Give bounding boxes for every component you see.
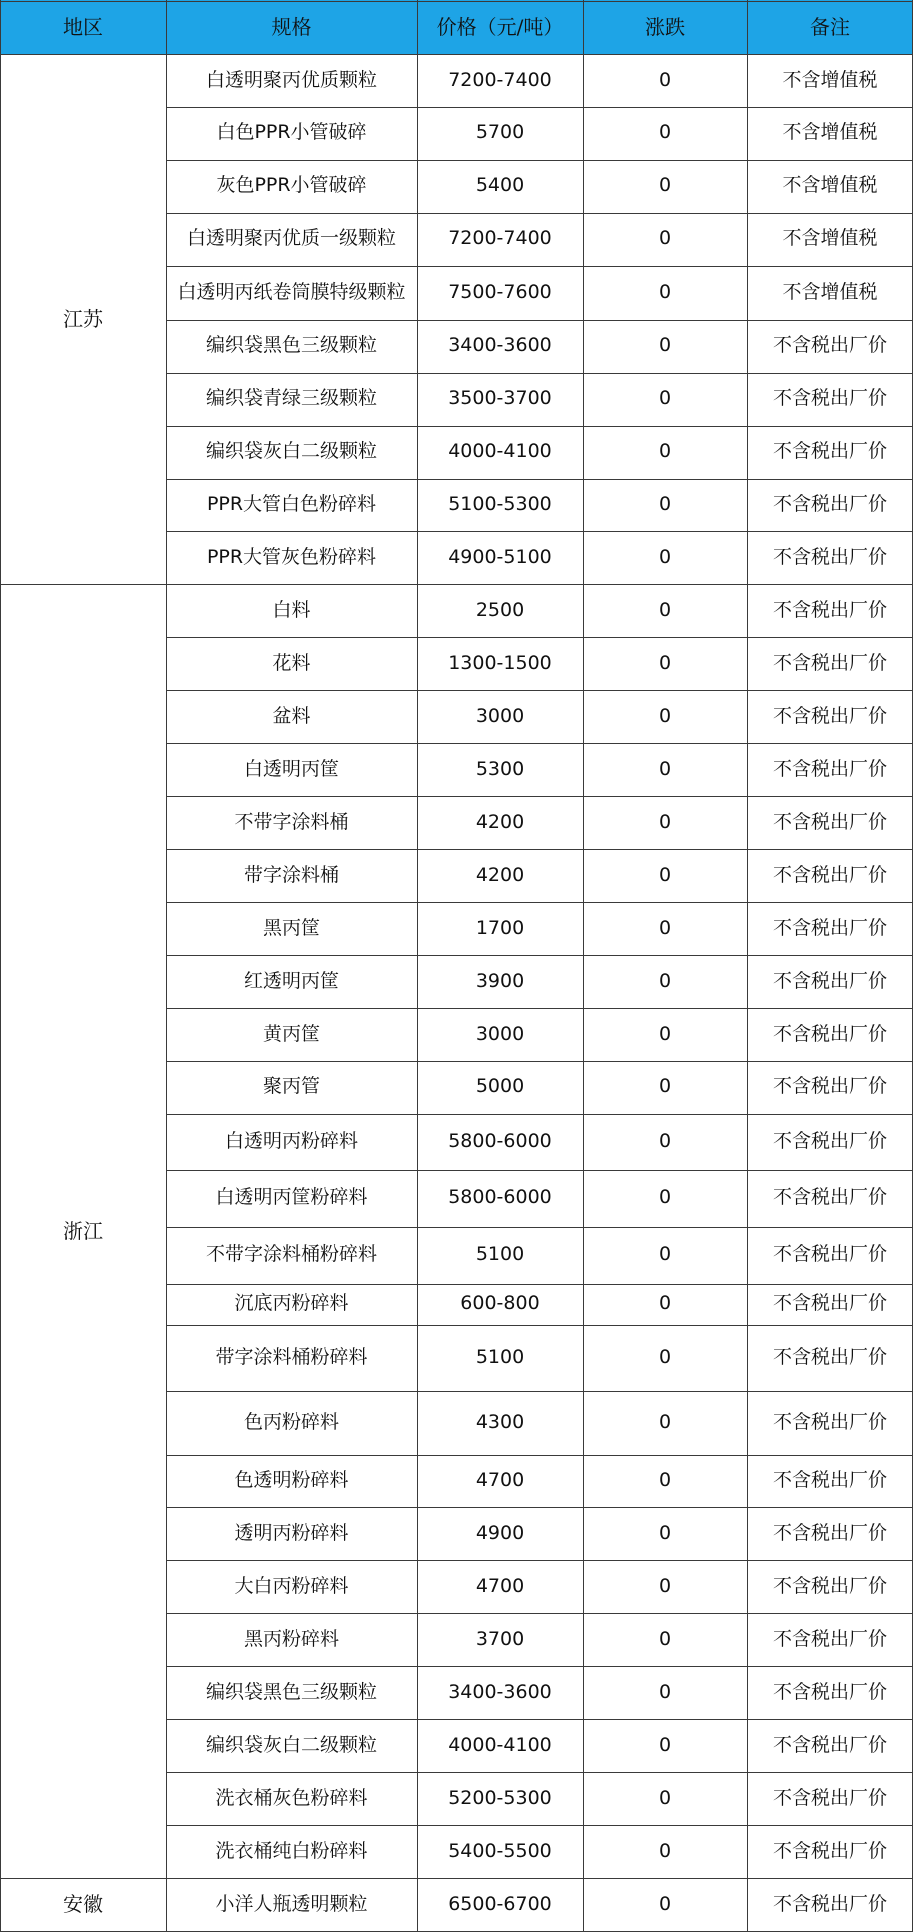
grid-line bbox=[0, 0, 1, 1931]
grid-line bbox=[166, 426, 913, 427]
grid-line bbox=[166, 955, 913, 956]
note-cell: 不含增值税 bbox=[782, 280, 878, 303]
spec-cell: 黑丙粉碎料 bbox=[243, 1627, 339, 1650]
grid-line bbox=[166, 373, 913, 374]
note-cell: 不含税出厂价 bbox=[772, 704, 887, 727]
price-cell: 4200 bbox=[475, 863, 525, 886]
change-cell: 0 bbox=[658, 1521, 672, 1544]
note-cell: 不含税出厂价 bbox=[772, 1733, 887, 1756]
note-cell: 不含税出厂价 bbox=[772, 916, 887, 939]
change-cell: 0 bbox=[658, 440, 672, 463]
grid-line bbox=[166, 1507, 913, 1508]
change-cell: 0 bbox=[658, 810, 672, 833]
change-cell: 0 bbox=[658, 1075, 672, 1098]
grid-line bbox=[166, 1772, 913, 1773]
spec-cell: 白透明丙筐粉碎料 bbox=[215, 1186, 368, 1209]
price-cell: 2500 bbox=[475, 598, 525, 621]
price-cell: 3400-3600 bbox=[448, 334, 552, 357]
spec-cell: 聚丙管 bbox=[262, 1075, 320, 1098]
spec-cell: 红透明丙筐 bbox=[243, 969, 339, 992]
change-cell: 0 bbox=[658, 1574, 672, 1597]
note-cell: 不含税出厂价 bbox=[772, 757, 887, 780]
note-cell: 不含税出厂价 bbox=[772, 1186, 887, 1209]
price-cell: 4000-4100 bbox=[448, 1733, 552, 1756]
grid-line bbox=[166, 849, 913, 850]
grid-line bbox=[0, 1878, 913, 1879]
spec-cell: 小洋人瓶透明颗粒 bbox=[215, 1892, 368, 1915]
note-cell: 不含税出厂价 bbox=[772, 1243, 887, 1266]
spec-cell: 黄丙筐 bbox=[262, 1022, 320, 1045]
price-cell: 4900-5100 bbox=[448, 546, 552, 569]
price-cell: 4700 bbox=[475, 1574, 525, 1597]
change-cell: 0 bbox=[658, 1627, 672, 1650]
change-cell: 0 bbox=[658, 1680, 672, 1703]
change-cell: 0 bbox=[658, 651, 672, 674]
note-cell: 不含税出厂价 bbox=[772, 863, 887, 886]
grid-line bbox=[166, 1613, 913, 1614]
price-cell: 4900 bbox=[475, 1521, 525, 1544]
note-cell: 不含税出厂价 bbox=[772, 493, 887, 516]
change-cell: 0 bbox=[658, 916, 672, 939]
grid-line bbox=[166, 743, 913, 744]
change-cell: 0 bbox=[658, 1733, 672, 1756]
price-cell: 5400 bbox=[475, 174, 525, 197]
grid-line bbox=[166, 1284, 913, 1285]
price-cell: 5200-5300 bbox=[448, 1786, 552, 1809]
price-cell: 600-800 bbox=[460, 1292, 540, 1315]
change-cell: 0 bbox=[658, 1129, 672, 1152]
spec-cell: 编织袋黑色三级颗粒 bbox=[205, 1680, 377, 1703]
spec-cell: 洗衣桶纯白粉碎料 bbox=[215, 1839, 368, 1862]
note-cell: 不含增值税 bbox=[782, 227, 878, 250]
price-cell: 3900 bbox=[475, 969, 525, 992]
price-cell: 4000-4100 bbox=[448, 440, 552, 463]
change-cell: 0 bbox=[658, 546, 672, 569]
spec-cell: 灰色PPR小管破碎 bbox=[216, 174, 367, 197]
price-cell: 5300 bbox=[475, 757, 525, 780]
change-cell: 0 bbox=[658, 1410, 672, 1433]
price-cell: 3400-3600 bbox=[448, 1680, 552, 1703]
grid-line bbox=[166, 796, 913, 797]
note-cell: 不含税出厂价 bbox=[772, 1786, 887, 1809]
change-cell: 0 bbox=[658, 334, 672, 357]
spec-cell: 不带字涂料桶粉碎料 bbox=[205, 1243, 377, 1266]
grid-line bbox=[0, 584, 913, 585]
note-cell: 不含税出厂价 bbox=[772, 1469, 887, 1492]
grid-line bbox=[166, 531, 913, 532]
grid-line bbox=[166, 1008, 913, 1009]
change-cell: 0 bbox=[658, 174, 672, 197]
spec-cell: 盆料 bbox=[272, 704, 311, 727]
spec-cell: 花料 bbox=[272, 651, 311, 674]
note-cell: 不含税出厂价 bbox=[772, 1345, 887, 1368]
note-cell: 不含增值税 bbox=[782, 121, 878, 144]
spec-cell: 白透明丙粉碎料 bbox=[224, 1129, 358, 1152]
header-note: 备注 bbox=[747, 0, 913, 54]
price-cell: 5400-5500 bbox=[448, 1839, 552, 1862]
price-cell: 5100 bbox=[475, 1243, 525, 1266]
grid-line bbox=[166, 1666, 913, 1667]
spec-cell: PPR大管灰色粉碎料 bbox=[206, 546, 377, 569]
grid-line bbox=[166, 213, 913, 214]
change-cell: 0 bbox=[658, 280, 672, 303]
grid-line bbox=[417, 0, 418, 1931]
note-cell: 不含税出厂价 bbox=[772, 1680, 887, 1703]
header-region: 地区 bbox=[0, 0, 166, 54]
change-cell: 0 bbox=[658, 1786, 672, 1809]
spec-cell: 白透明丙筐 bbox=[243, 757, 339, 780]
note-cell: 不含税出厂价 bbox=[772, 1892, 887, 1915]
grid-line bbox=[166, 0, 167, 1931]
grid-line bbox=[166, 1061, 913, 1062]
grid-line bbox=[166, 266, 913, 267]
price-cell: 3700 bbox=[475, 1627, 525, 1650]
price-cell: 5800-6000 bbox=[448, 1186, 552, 1209]
spec-cell: 大白丙粉碎料 bbox=[234, 1574, 349, 1597]
price-cell: 4700 bbox=[475, 1469, 525, 1492]
spec-cell: 带字涂料桶粉碎料 bbox=[215, 1345, 368, 1368]
price-cell: 3000 bbox=[475, 1022, 525, 1045]
change-cell: 0 bbox=[658, 1345, 672, 1368]
spec-cell: 白透明聚丙优质一级颗粒 bbox=[186, 227, 396, 250]
change-cell: 0 bbox=[658, 387, 672, 410]
change-cell: 0 bbox=[658, 1892, 672, 1915]
spec-cell: 白透明聚丙优质颗粒 bbox=[205, 68, 377, 91]
price-cell: 7500-7600 bbox=[448, 280, 552, 303]
change-cell: 0 bbox=[658, 1022, 672, 1045]
grid-line bbox=[166, 160, 913, 161]
grid-line bbox=[747, 0, 748, 1931]
grid-line bbox=[166, 479, 913, 480]
spec-cell: 沉底丙粉碎料 bbox=[234, 1292, 349, 1315]
spec-cell: PPR大管白色粉碎料 bbox=[206, 493, 377, 516]
grid-line bbox=[166, 1325, 913, 1326]
price-cell: 1300-1500 bbox=[448, 651, 552, 674]
grid-line bbox=[166, 1227, 913, 1228]
spec-cell: 洗衣桶灰色粉碎料 bbox=[215, 1786, 368, 1809]
spec-cell: 编织袋灰白二级颗粒 bbox=[205, 440, 377, 463]
change-cell: 0 bbox=[658, 1292, 672, 1315]
spec-cell: 带字涂料桶 bbox=[243, 863, 339, 886]
spec-cell: 编织袋青绿三级颗粒 bbox=[205, 387, 377, 410]
note-cell: 不含税出厂价 bbox=[772, 1521, 887, 1544]
grid-line bbox=[166, 107, 913, 108]
spec-cell: 白料 bbox=[272, 598, 311, 621]
spec-cell: 色透明粉碎料 bbox=[234, 1469, 349, 1492]
price-cell: 1700 bbox=[475, 916, 525, 939]
price-cell: 4300 bbox=[475, 1410, 525, 1433]
change-cell: 0 bbox=[658, 227, 672, 250]
grid-line bbox=[166, 1719, 913, 1720]
price-cell: 3500-3700 bbox=[448, 387, 552, 410]
grid-line bbox=[166, 1825, 913, 1826]
spec-cell: 色丙粉碎料 bbox=[243, 1410, 339, 1433]
note-cell: 不含税出厂价 bbox=[772, 1627, 887, 1650]
price-cell: 7200-7400 bbox=[448, 68, 552, 91]
spec-cell: 透明丙粉碎料 bbox=[234, 1521, 349, 1544]
grid-line bbox=[166, 902, 913, 903]
note-cell: 不含增值税 bbox=[782, 68, 878, 91]
spec-cell: 编织袋灰白二级颗粒 bbox=[205, 1733, 377, 1756]
note-cell: 不含税出厂价 bbox=[772, 1292, 887, 1315]
price-cell: 5000 bbox=[475, 1075, 525, 1098]
change-cell: 0 bbox=[658, 493, 672, 516]
change-cell: 0 bbox=[658, 1469, 672, 1492]
header-change: 涨跌 bbox=[583, 0, 747, 54]
region-cell: 江苏 bbox=[63, 306, 103, 331]
grid-line bbox=[166, 1391, 913, 1392]
price-cell: 5100 bbox=[475, 1345, 525, 1368]
header-spec: 规格 bbox=[166, 0, 417, 54]
change-cell: 0 bbox=[658, 969, 672, 992]
grid-line bbox=[166, 1114, 913, 1115]
note-cell: 不含税出厂价 bbox=[772, 1410, 887, 1433]
change-cell: 0 bbox=[658, 121, 672, 144]
region-cell: 安徽 bbox=[63, 1892, 103, 1917]
grid-line bbox=[166, 1560, 913, 1561]
grid-line bbox=[166, 1455, 913, 1456]
grid-line bbox=[0, 54, 913, 55]
note-cell: 不含税出厂价 bbox=[772, 969, 887, 992]
spec-cell: 白透明丙纸卷筒膜特级颗粒 bbox=[177, 280, 406, 303]
change-cell: 0 bbox=[658, 1839, 672, 1862]
change-cell: 0 bbox=[658, 1186, 672, 1209]
price-cell: 5100-5300 bbox=[448, 493, 552, 516]
note-cell: 不含税出厂价 bbox=[772, 1022, 887, 1045]
grid-line bbox=[166, 320, 913, 321]
note-cell: 不含税出厂价 bbox=[772, 651, 887, 674]
header-price: 价格（元/吨） bbox=[417, 0, 583, 54]
change-cell: 0 bbox=[658, 704, 672, 727]
note-cell: 不含税出厂价 bbox=[772, 387, 887, 410]
price-cell: 6500-6700 bbox=[448, 1892, 552, 1915]
spec-cell: 编织袋黑色三级颗粒 bbox=[205, 334, 377, 357]
spec-cell: 白色PPR小管破碎 bbox=[216, 121, 367, 144]
note-cell: 不含税出厂价 bbox=[772, 598, 887, 621]
grid-line bbox=[583, 0, 584, 1931]
spec-cell: 不带字涂料桶 bbox=[234, 810, 349, 833]
note-cell: 不含税出厂价 bbox=[772, 1075, 887, 1098]
change-cell: 0 bbox=[658, 863, 672, 886]
change-cell: 0 bbox=[658, 598, 672, 621]
change-cell: 0 bbox=[658, 68, 672, 91]
note-cell: 不含增值税 bbox=[782, 174, 878, 197]
grid-line bbox=[0, 1, 913, 2]
region-cell: 浙江 bbox=[63, 1218, 103, 1243]
price-cell: 7200-7400 bbox=[448, 227, 552, 250]
note-cell: 不含税出厂价 bbox=[772, 1839, 887, 1862]
note-cell: 不含税出厂价 bbox=[772, 1574, 887, 1597]
grid-line bbox=[166, 637, 913, 638]
change-cell: 0 bbox=[658, 1243, 672, 1266]
note-cell: 不含税出厂价 bbox=[772, 546, 887, 569]
grid-line bbox=[166, 1170, 913, 1171]
change-cell: 0 bbox=[658, 757, 672, 780]
note-cell: 不含税出厂价 bbox=[772, 440, 887, 463]
note-cell: 不含税出厂价 bbox=[772, 810, 887, 833]
price-cell: 4200 bbox=[475, 810, 525, 833]
price-cell: 3000 bbox=[475, 704, 525, 727]
price-cell: 5800-6000 bbox=[448, 1129, 552, 1152]
note-cell: 不含税出厂价 bbox=[772, 1129, 887, 1152]
grid-line bbox=[166, 690, 913, 691]
price-cell: 5700 bbox=[475, 121, 525, 144]
note-cell: 不含税出厂价 bbox=[772, 334, 887, 357]
spec-cell: 黑丙筐 bbox=[262, 916, 320, 939]
